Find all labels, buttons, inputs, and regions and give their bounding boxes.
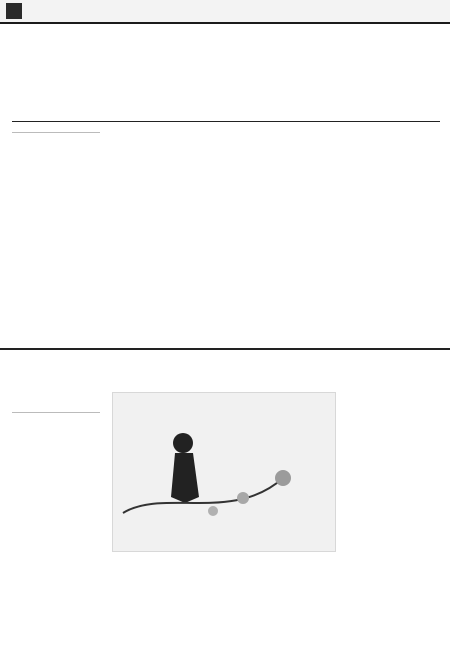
article2-column1: [110, 570, 202, 662]
article-illustration: [112, 392, 336, 552]
article1-column1: [106, 143, 190, 343]
article2-column2: [206, 560, 280, 662]
page-header: [0, 0, 450, 24]
section-badge: [6, 3, 22, 19]
article1-column3: [286, 128, 362, 343]
article2-column3: [286, 570, 340, 662]
divider: [12, 132, 100, 133]
divider: [12, 412, 100, 413]
article2-column4: [342, 392, 442, 662]
article2-lead: [12, 416, 100, 596]
section-divider: [0, 348, 450, 350]
illustration-graphic: [113, 393, 335, 551]
article1-column4: [366, 128, 444, 343]
divider: [12, 121, 440, 122]
article1-lead: [12, 136, 100, 340]
article1-column2: [196, 128, 280, 343]
